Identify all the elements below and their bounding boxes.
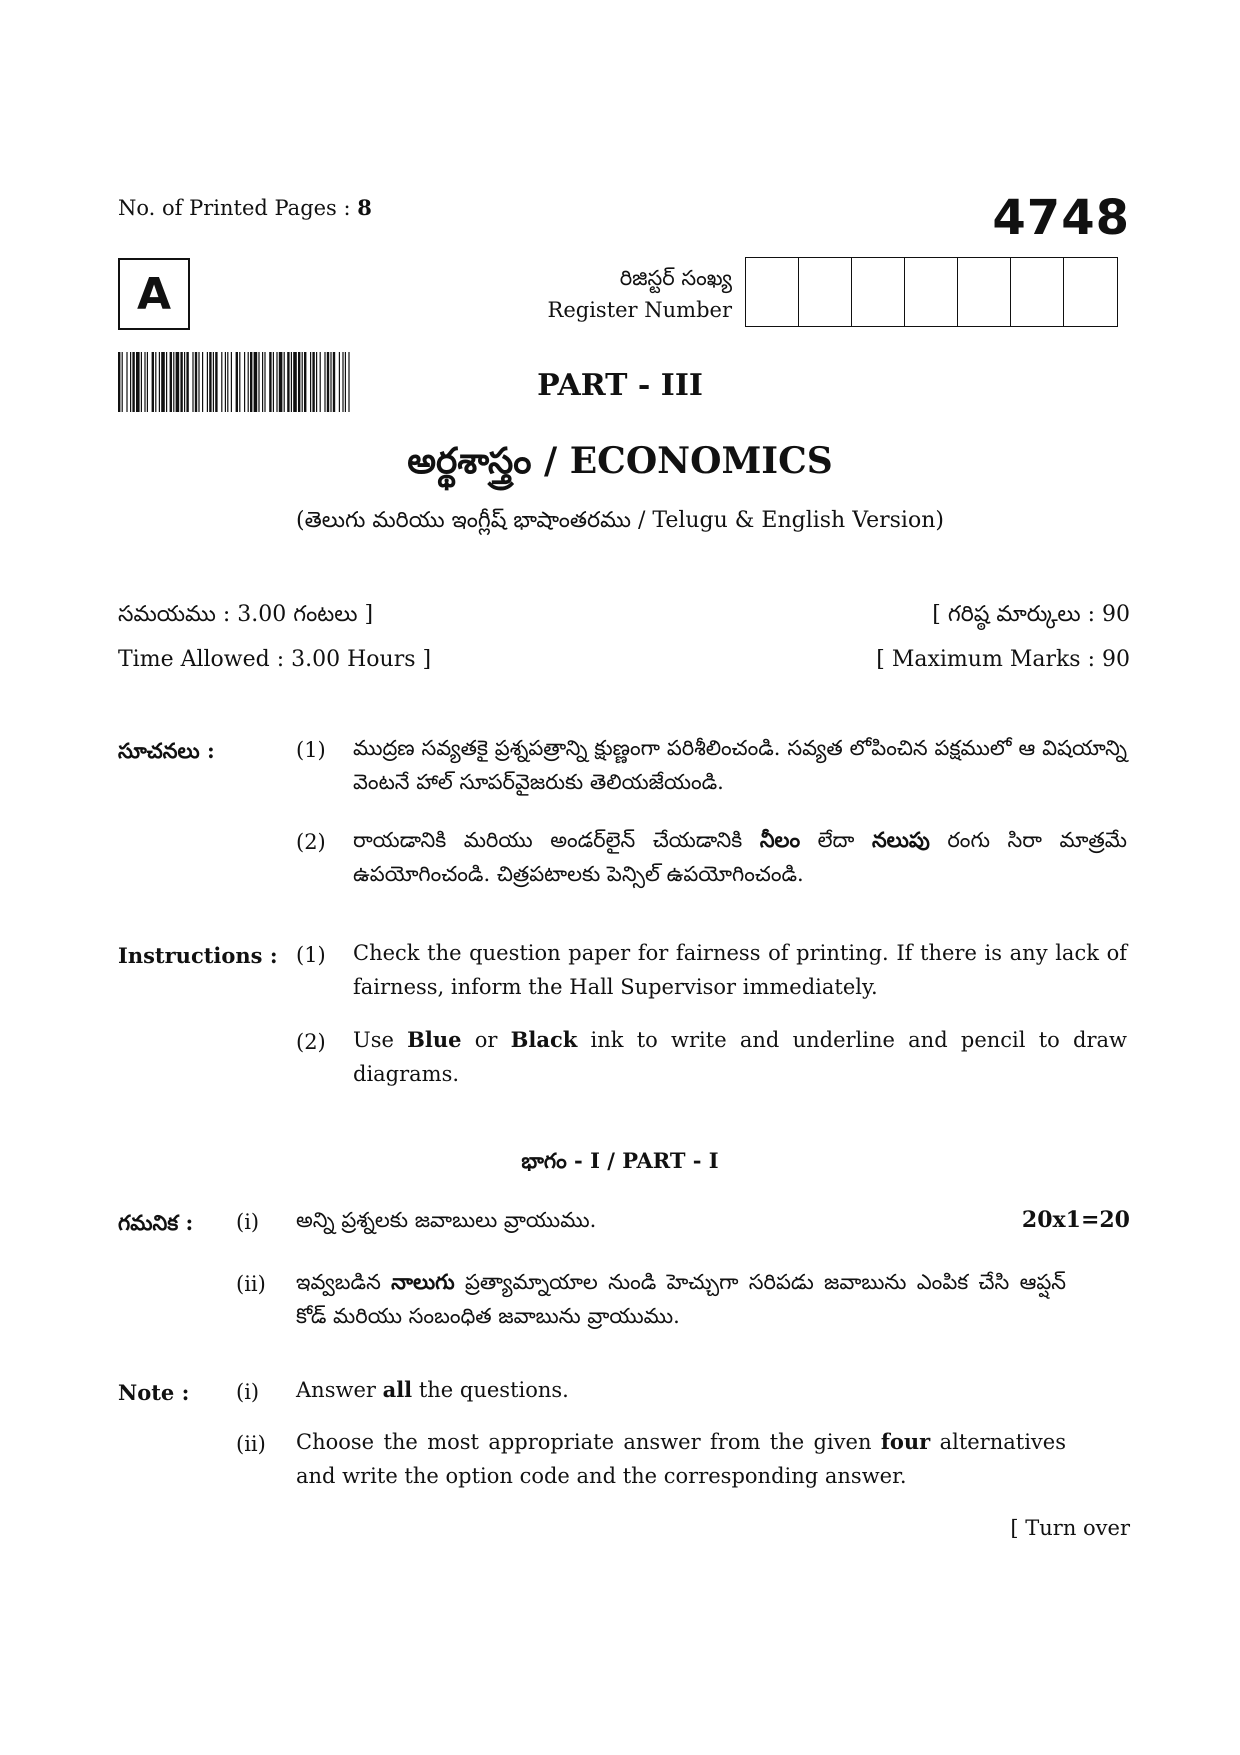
note-number: (ii) bbox=[236, 1432, 266, 1456]
bold-segment: four bbox=[880, 1429, 931, 1454]
max-marks-telugu: [ గరిష్ఠ మార్కులు : 90 bbox=[932, 602, 1130, 627]
text-segment: Answer bbox=[296, 1378, 383, 1402]
instruction-english-1: Check the question paper for fairness of printing. If there is any lack of fairness, inform the Hall Supervisor immediately. bbox=[353, 941, 1127, 999]
register-number-label bbox=[548, 262, 732, 326]
text-segment: ink to write and underline and pencil to draw diagrams. bbox=[353, 1028, 1127, 1086]
instruction-number: (1) bbox=[296, 738, 326, 762]
version-letter: A bbox=[136, 268, 172, 320]
instructions-telugu-label: సూచనలు : bbox=[118, 738, 215, 763]
text-segment: లేదా bbox=[800, 828, 872, 852]
register-number-label-telugu: రిజిస్టర్ సంఖ్య bbox=[619, 266, 732, 290]
text-segment: the questions. bbox=[412, 1378, 569, 1402]
text-segment: Use bbox=[353, 1028, 408, 1052]
time-allowed-telugu: సమయము : 3.00 గంటలు ] bbox=[118, 602, 374, 627]
version-note: (తెలుగు మరియు ఇంగ్లీష్ భాషాంతరము / Telugu & English Version) bbox=[296, 508, 944, 533]
section-marks: 20x1=20 bbox=[1021, 1207, 1130, 1233]
note-english-1 bbox=[296, 1373, 1066, 1407]
note-english-label: Note : bbox=[118, 1380, 190, 1405]
register-digit-box[interactable] bbox=[1064, 258, 1117, 326]
max-marks-english: [ Maximum Marks : 90 bbox=[876, 647, 1130, 672]
section-heading: భాగం - I / PART - I bbox=[521, 1148, 719, 1173]
register-digit-box[interactable] bbox=[1011, 258, 1064, 326]
text-segment: Choose the most appropriate answer from the given bbox=[296, 1430, 881, 1454]
text-segment: alternatives and write the option code and the corresponding answer. bbox=[296, 1430, 1066, 1488]
part-title: PART - III bbox=[537, 368, 703, 403]
printed-pages-line bbox=[118, 195, 372, 220]
note-english-2 bbox=[296, 1425, 1066, 1493]
register-digit-box[interactable] bbox=[746, 258, 799, 326]
instruction-number: (2) bbox=[296, 830, 326, 854]
instruction-english-2 bbox=[353, 1023, 1127, 1091]
text-segment: or bbox=[461, 1028, 511, 1052]
note-telugu-2 bbox=[296, 1265, 1066, 1333]
note-number: (ii) bbox=[236, 1272, 266, 1296]
bold-segment: Blue bbox=[407, 1027, 462, 1052]
text-segment: రంగు సిరా మాత్రమే ఉపయోగించండి. చిత్రపటాలకు పెన్సిల్ ఉపయోగించండి. bbox=[353, 828, 1127, 886]
instruction-telugu-2 bbox=[353, 823, 1127, 891]
printed-pages-value: 8 bbox=[357, 195, 372, 220]
register-digit-box[interactable] bbox=[958, 258, 1011, 326]
subject-title: అర్థశాస్త్రం / ECONOMICS bbox=[407, 440, 833, 482]
instruction-number: (1) bbox=[296, 943, 326, 967]
register-number-label-english: Register Number bbox=[547, 298, 732, 322]
turn-over-note: [ Turn over bbox=[1010, 1516, 1130, 1540]
printed-pages-label: No. of Printed Pages : bbox=[118, 196, 358, 220]
register-digit-box[interactable] bbox=[852, 258, 905, 326]
instructions-english-label: Instructions : bbox=[118, 943, 278, 968]
bold-segment: all bbox=[382, 1377, 413, 1402]
note-telugu-1: అన్ని ప్రశ్నలకు జవాబులు వ్రాయుము. bbox=[296, 1208, 597, 1232]
register-digit-box[interactable] bbox=[905, 258, 958, 326]
note-number: (i) bbox=[236, 1380, 260, 1404]
version-letter-box bbox=[118, 258, 190, 330]
text-segment: ఇవ్వబడిన bbox=[296, 1270, 392, 1294]
bold-segment: నీలం bbox=[759, 827, 801, 852]
register-digit-box[interactable] bbox=[799, 258, 852, 326]
text-segment: రాయడానికి మరియు అండర్‌లైన్ చేయడానికి bbox=[353, 828, 760, 852]
bold-segment: Black bbox=[510, 1027, 578, 1052]
note-number: (i) bbox=[236, 1210, 260, 1234]
bold-segment: నలుపు bbox=[871, 827, 930, 852]
paper-code: 4748 bbox=[992, 190, 1130, 246]
bold-segment: నాలుగు bbox=[391, 1269, 455, 1294]
time-allowed-english: Time Allowed : 3.00 Hours ] bbox=[118, 647, 432, 672]
note-telugu-label: గమనిక : bbox=[118, 1210, 194, 1235]
text-segment: ప్రత్యామ్నాయాల నుండి హెచ్చుగా సరిపడు జవాబును ఎంపిక చేసి ఆప్షన్ కోడ్ మరియు సంబంధిత జవాబును వ్రాయుము. bbox=[296, 1270, 1066, 1328]
register-number-boxes[interactable] bbox=[745, 257, 1118, 327]
instruction-telugu-1: ముద్రణ సవ్యతకై ప్రశ్నపత్రాన్ని క్షుణ్ణంగా పరిశీలించండి. సవ్యత లోపించిన పక్షములో ఆ విషయాన్ని వెంటనే హాల్ సూపర్‌వైజరుకు తెలియజేయండి. bbox=[353, 736, 1127, 794]
instruction-number: (2) bbox=[296, 1030, 326, 1054]
